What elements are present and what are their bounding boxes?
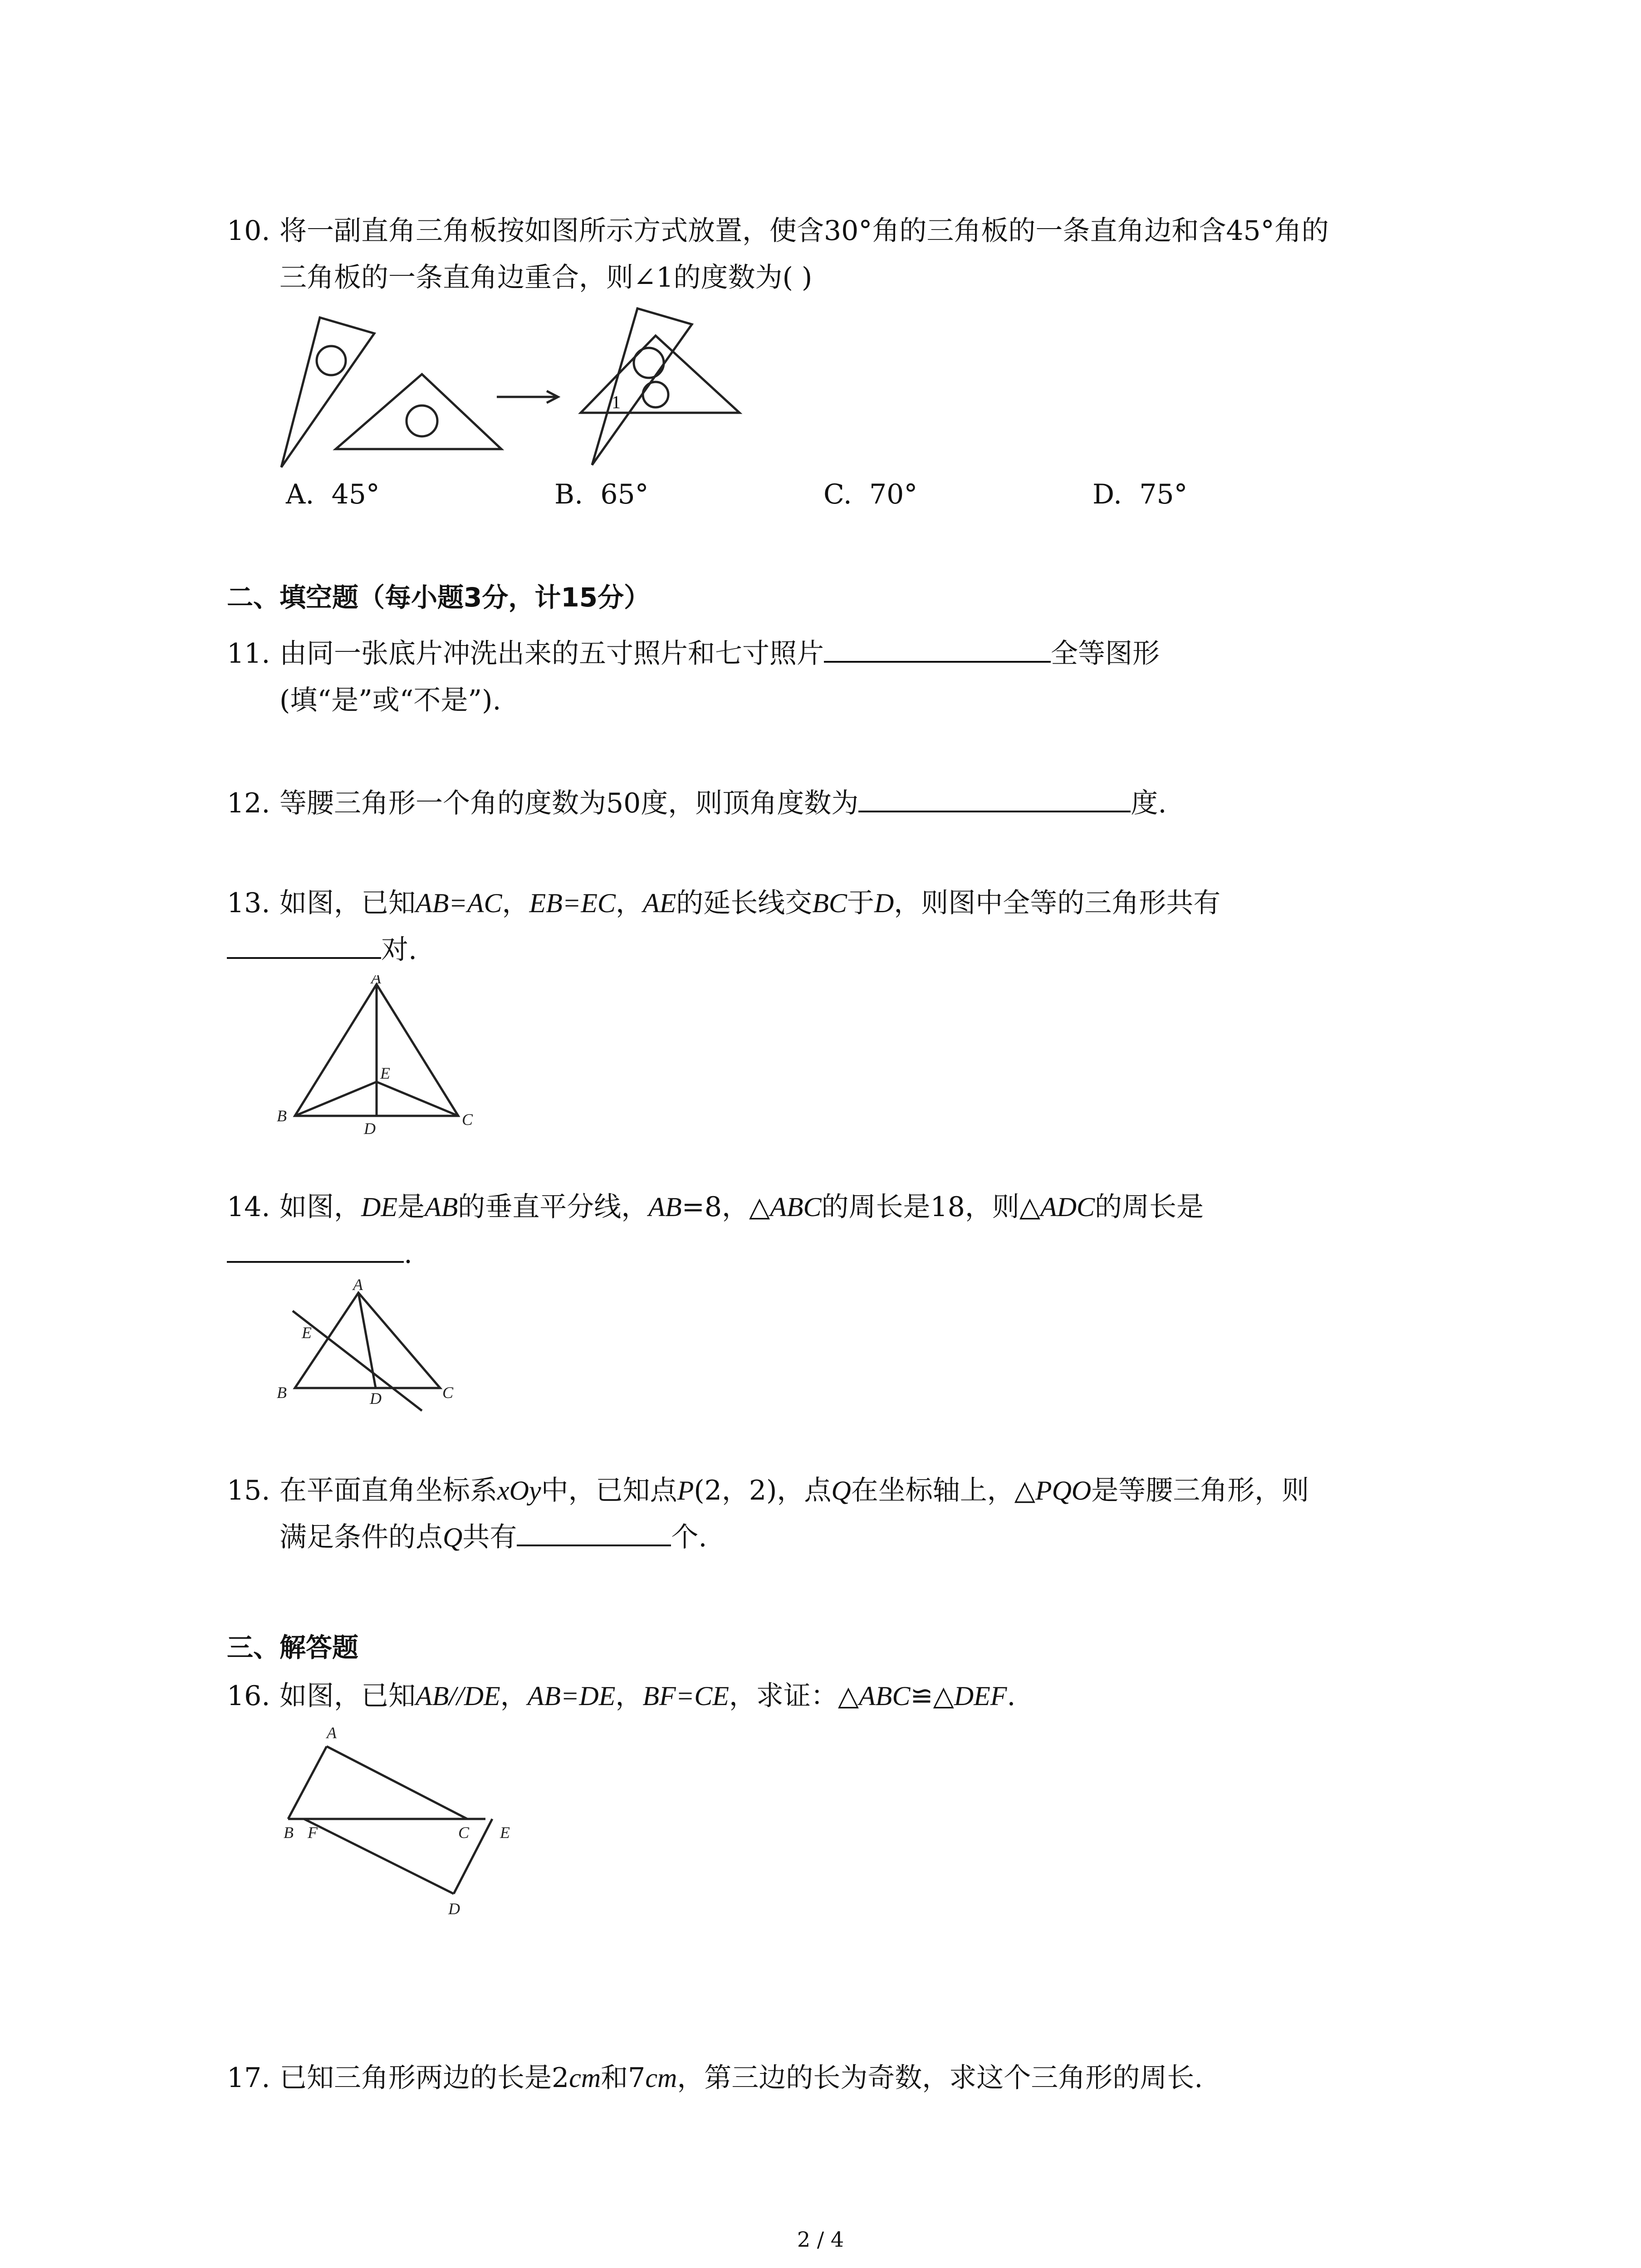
answer-blank[interactable] xyxy=(227,931,381,959)
ruler-hole xyxy=(643,382,668,407)
figure-triangle-abc-e xyxy=(277,975,481,1140)
figure-perpendicular-bisector xyxy=(277,1279,481,1417)
ruler-hole xyxy=(407,406,437,436)
svg-text:C: C xyxy=(442,1383,454,1402)
question-number: 16. xyxy=(227,1680,270,1712)
svg-text:B: B xyxy=(277,1107,287,1125)
answer-blank[interactable] xyxy=(517,1518,671,1546)
svg-text:F: F xyxy=(308,1823,318,1842)
section-heading-solutions: 三、解答题 xyxy=(227,1632,359,1663)
question-text: 将一副直角三角板按如图所示方式放置，使含30°角的三角板的一条直角边和含45°角的 xyxy=(279,215,1329,247)
svg-text:B: B xyxy=(284,1823,294,1842)
svg-text:C: C xyxy=(462,1110,473,1129)
answer-blank[interactable] xyxy=(824,635,1051,663)
question-16: 16. 如图，已知AB//DE，AB=DE，BF=CE，求证：△ABC≌△DEF. xyxy=(227,1673,1486,1720)
question-13: 13. 如图，已知AB=AC，EB=EC，AE的延长线交BC于D，则图中全等的三角形共有 对. xyxy=(227,880,1486,973)
question-14: 14. 如图，DE是AB的垂直平分线，AB=8，△ABC的周长是18，则△ADC的周长是 . xyxy=(227,1184,1486,1277)
question-number: 10. xyxy=(227,215,270,247)
svg-text:D: D xyxy=(370,1389,382,1408)
ruler-hole xyxy=(634,348,664,378)
angle-1-label: 1 xyxy=(612,392,621,412)
svg-text:A: A xyxy=(371,975,381,987)
option-d: D. 75° xyxy=(1092,479,1188,510)
svg-text:E: E xyxy=(302,1324,312,1342)
question-number: 12. xyxy=(227,787,270,819)
svg-text:D: D xyxy=(364,1119,376,1138)
question-10 xyxy=(227,208,1486,301)
ruler-45-triangle xyxy=(336,374,501,449)
question-text-line2: (填“是”或“不是”). xyxy=(279,684,501,716)
question-number: 11. xyxy=(227,638,270,670)
svg-text:A: A xyxy=(353,1279,363,1294)
section-heading-fill-in: 二、填空题（每小题3分，计15分） xyxy=(227,582,651,613)
question-number: 14. xyxy=(227,1191,270,1223)
question-number: 17. xyxy=(227,2062,270,2094)
ruler-30-triangle xyxy=(281,318,374,467)
question-11: 11. 由同一张底片冲洗出来的五寸照片和七寸照片 全等图形 (填“是”或“不是”). xyxy=(227,631,1486,724)
question-number: 15. xyxy=(227,1475,270,1506)
svg-text:E: E xyxy=(500,1823,510,1842)
svg-text:E: E xyxy=(380,1064,390,1082)
option-c: C. 70° xyxy=(823,479,918,510)
question-17: 17. 已知三角形两边的长是2cm和7cm，第三边的长为奇数，求这个三角形的周长. xyxy=(227,2055,1486,2102)
figure-triangle-rulers xyxy=(268,299,767,474)
question-number: 13. xyxy=(227,887,270,919)
question-15: 15. 在平面直角坐标系xOy中，已知点P(2，2)，点Q在坐标轴上，△PQO是等腰三角形，则 满足条件的点Q共有 个. xyxy=(227,1467,1486,1561)
option-b: B. 65° xyxy=(554,479,649,510)
answer-blank[interactable] xyxy=(858,784,1131,812)
svg-text:C: C xyxy=(458,1823,470,1842)
figure-parallel-triangles xyxy=(277,1719,540,1934)
question-12: 12. 等腰三角形一个角的度数为50度，则顶角度数为 度. xyxy=(227,780,1486,827)
ruler-hole xyxy=(317,346,346,375)
svg-text:A: A xyxy=(327,1724,337,1742)
svg-text:B: B xyxy=(277,1383,287,1402)
question-text-line2: 三角板的一条直角边重合，则∠1的度数为( ) xyxy=(279,262,813,293)
answer-blank[interactable] xyxy=(227,1235,404,1263)
option-a: A. 45° xyxy=(286,479,380,510)
svg-text:D: D xyxy=(448,1900,460,1918)
page-number: 2 / 4 xyxy=(797,2227,844,2252)
